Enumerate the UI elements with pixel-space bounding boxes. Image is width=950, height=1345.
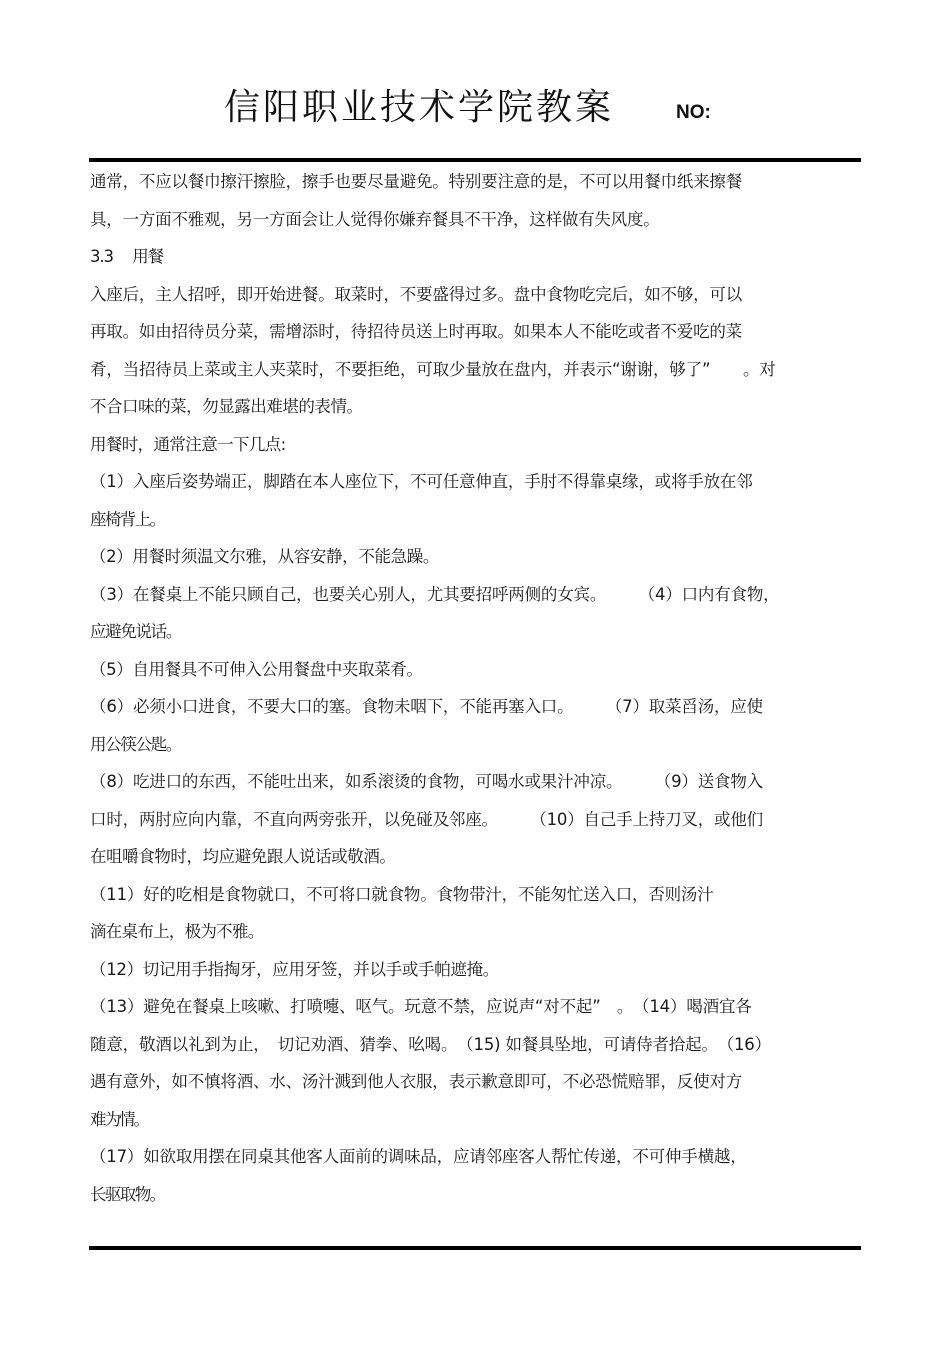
document-body xyxy=(90,168,870,1218)
top-divider xyxy=(89,158,861,162)
text-line: 再取。如由招待员分菜，需增添时，待招待员送上时再取。如果本人不能吃或者不爱吃的菜 xyxy=(90,322,743,341)
text-line: 遇有意外，如不慎将酒、水、汤汁溅到他人衣服，表示歉意即可，不必恐慌赔罪，反使对方 xyxy=(90,1072,743,1091)
text-line: 长驱取物。 xyxy=(90,1184,165,1204)
text-line: 用餐时，通常注意一下几点: xyxy=(90,434,286,454)
text-line: （17）如欲取用摆在同桌其他客人面前的调味品，应请邻座客人帮忙传递，不可伸手横越， xyxy=(90,1147,747,1166)
text-line: （8）吃进口的东西，不能吐出来，如系滚烫的食物，可喝水或果汁冲凉。 （9）送食物入 xyxy=(90,772,763,791)
text-line: 应避免说话。 xyxy=(90,622,182,641)
text-line: 口时，两肘应向内靠，不直向两旁张开，以免碰及邻座。 （10）自己手上持刀叉，或他们 xyxy=(90,809,763,829)
text-line: 难为情。 xyxy=(90,1109,148,1129)
text-line: （1）入座后姿势端正，脚踏在本人座位下，不可任意伸直，手肘不得靠桌缘，或将手放在邻 xyxy=(90,472,753,491)
text-line: （6）必须小口进食，不要大口的塞。食物未咽下，不能再塞入口。 （7）取菜舀汤，应使 xyxy=(90,697,763,716)
text-line: 入座后，主人招呼，即开始进餐。取菜时，不要盛得过多。盘中食物吃完后，如不够，可以 xyxy=(90,284,743,304)
text-line: 滴在桌布上，极为不雅。 xyxy=(90,922,264,941)
bottom-divider xyxy=(89,1246,861,1250)
text-line: 肴，当招待员上菜或主人夹菜时，不要拒绝，可取少量放在盘内，并表示“谢谢，够了” 。对 xyxy=(90,359,776,379)
text-line: （11）好的吃相是食物就口，不可将口就食物。食物带汁，不能匆忙送入口，否则汤汁 xyxy=(90,884,714,904)
page-header xyxy=(0,84,950,134)
document-title: 信阳职业技术学院教案 xyxy=(224,87,615,128)
document-number-label: NO: xyxy=(676,102,711,123)
section-heading: 3.3 用餐 xyxy=(90,247,163,266)
text-line: （2）用餐时须温文尔雅，从容安静，不能急躁。 xyxy=(90,547,439,566)
text-line: 不合口味的菜，勿显露出难堪的表情。 xyxy=(90,397,363,416)
text-line: 随意，敬酒以礼到为止， 切记劝酒、猜拳、吆喝。 （15) 如餐具坠地，可请侍者拾起。 （16） xyxy=(90,1034,771,1054)
text-line: （5）自用餐具不可伸入公用餐盘中夹取菜肴。 xyxy=(90,659,423,679)
text-line: （13）避免在餐桌上咳嗽、打喷嚏、呕气。玩意不禁，应说声“对不起” 。 （14）喝酒宜各 xyxy=(90,997,752,1016)
text-line: 座椅背上。 xyxy=(90,509,165,529)
text-line: 用公筷公匙。 xyxy=(90,734,182,754)
text-line: 在咀嚼食物时，均应避免跟人说话或敬酒。 xyxy=(90,847,396,866)
text-line: （3）在餐桌上不能只顾自己，也要关心别人，尤其要招呼两侧的女宾。 （4）口内有食物， xyxy=(90,584,780,604)
text-line: （12）切记用手指掏牙，应用牙签，并以手或手帕遮掩。 xyxy=(90,959,499,979)
text-line: 具，一方面不雅观，另一方面会让人觉得你嫌弃餐具不干净，这样做有失风度。 xyxy=(90,209,660,229)
text-line: 通常，不应以餐巾擦汗擦脸，擦手也要尽量避免。特别要注意的是，不可以用餐巾纸来擦餐 xyxy=(90,172,743,191)
